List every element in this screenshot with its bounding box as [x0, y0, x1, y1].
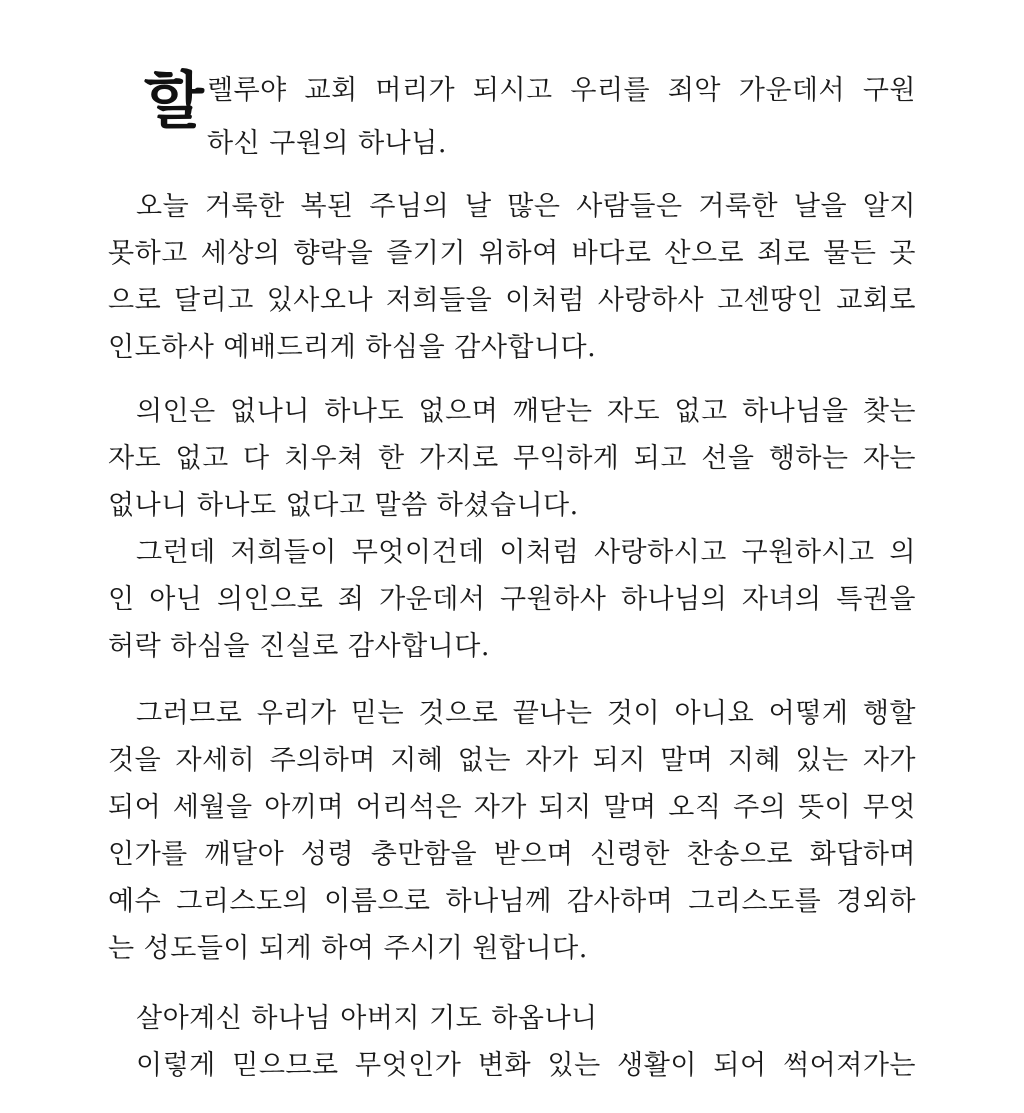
text-line: 못하고 세상의 향락을 즐기기 위하여 바다로 산으로 죄로 물든 곳: [108, 238, 916, 269]
text-line: 자도 없고 다 치우쳐 한 가지로 무익하게 되고 선을 행하는 자는: [108, 443, 916, 474]
text-line: 허락 하심을 진실로 감사합니다.: [108, 631, 490, 662]
text-line: 으로 달리고 있사오나 저희들을 이처럼 사랑하사 고센땅인 교회로: [108, 285, 916, 316]
text-line: 것을 자세히 주의하며 지혜 없는 자가 되지 말며 지혜 있는 자가: [108, 745, 916, 776]
text-line: 인 아닌 의인으로 죄 가운데서 구원하사 하나님의 자녀의 특권을: [108, 584, 916, 615]
text-line: 없나니 하나도 없다고 말씀 하셨습니다.: [108, 490, 579, 521]
drop-cap: 할: [144, 64, 204, 137]
text-line: 하신 구원의 하나님.: [207, 128, 447, 159]
text-line: 렐루야 교회 머리가 되시고 우리를 죄악 가운데서 구원: [207, 75, 916, 106]
text-line: 의인은 없나니 하나도 없으며 깨닫는 자도 없고 하나님을 찾는: [136, 396, 916, 427]
text-line: 되어 세월을 아끼며 어리석은 자가 되지 말며 오직 주의 뜻이 무엇: [108, 792, 916, 823]
text-line: 는 성도들이 되게 하여 주시기 원합니다.: [108, 933, 588, 964]
text-line: 이렇게 믿으므로 무엇인가 변화 있는 생활이 되어 썩어져가는: [136, 1050, 916, 1081]
text-line: 살아계신 하나님 아버지 기도 하옵나니: [136, 1003, 598, 1034]
text-line: 오늘 거룩한 복된 주님의 날 많은 사람들은 거룩한 날을 알지: [136, 191, 916, 222]
text-line: 그러므로 우리가 믿는 것으로 끝나는 것이 아니요 어떻게 행할: [136, 698, 916, 729]
text-line: 예수 그리스도의 이름으로 하나님께 감사하며 그리스도를 경외하: [108, 886, 916, 917]
text-line: 인도하사 예배드리게 하심을 감사합니다.: [108, 332, 597, 363]
text-line: 그런데 저희들이 무엇이건데 이처럼 사랑하시고 구원하시고 의: [136, 537, 916, 568]
text-line: 인가를 깨달아 성령 충만함을 받으며 신령한 찬송으로 화답하며: [108, 839, 916, 870]
